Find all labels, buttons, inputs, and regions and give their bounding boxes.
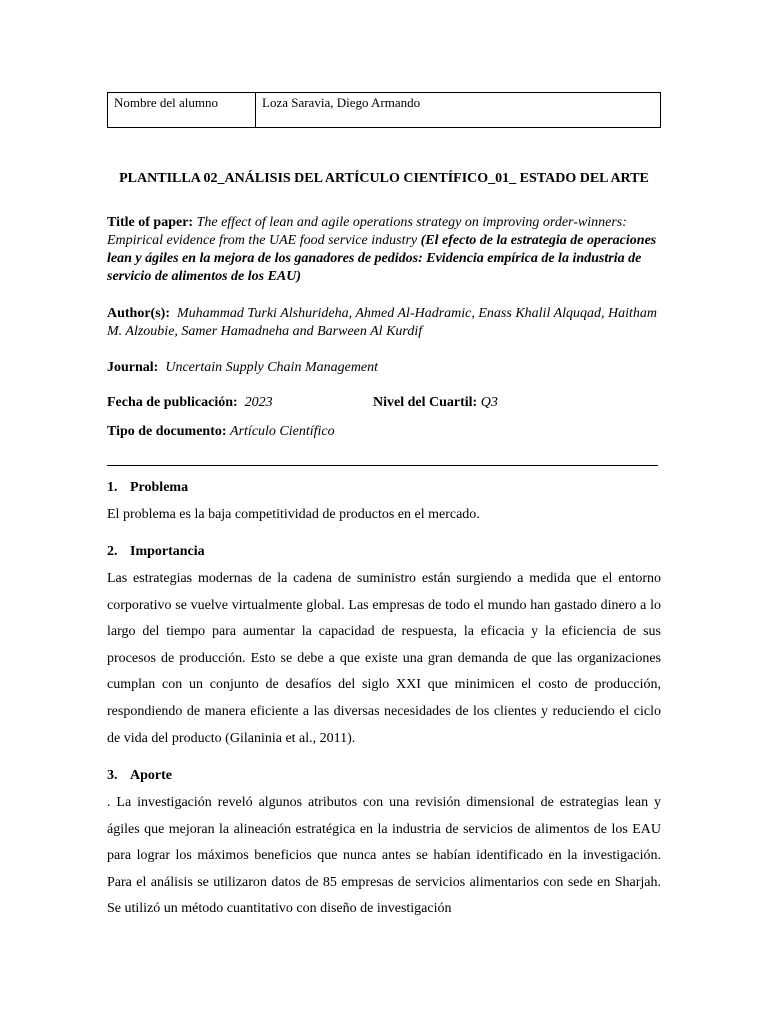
section-title-text: Importancia xyxy=(130,544,205,559)
section-number: 3. xyxy=(107,768,118,783)
journal-label: Journal: xyxy=(107,360,159,375)
quartile-value: Q3 xyxy=(480,395,498,410)
student-name-table xyxy=(107,92,661,128)
authors-value: Muhammad Turki Alshurideha, Ahmed Al-Hadramic, Enass Khalil Alquqad, Haitham M. Alzoubie, Samer Hamadneha and Barween Al Kurdif xyxy=(107,306,658,339)
student-name-label: Nombre del alumno xyxy=(108,93,256,127)
section-problema-title xyxy=(107,480,188,496)
student-name-value: Loza Saravia, Diego Armando xyxy=(262,95,421,110)
template-heading: PLANTILLA 02_ANÁLISIS DEL ARTÍCULO CIENTÍFICO_01_ ESTADO DEL ARTE xyxy=(119,171,649,186)
quartile-block xyxy=(373,395,498,411)
paper-title-label: Title of paper: xyxy=(107,215,194,230)
section-problema-text: El problema es la baja competitividad de productos en el mercado. xyxy=(107,507,480,522)
paper-title-block xyxy=(107,214,661,286)
paper-title-english: The effect of lean and agile operations strategy on improving order-winners: Empirical evidence from the UAE food service industry xyxy=(107,215,627,248)
authors-label: Author(s): xyxy=(107,306,170,321)
section-title-text: Aporte xyxy=(130,768,172,783)
section-aporte-text: . La investigación reveló algunos atributos con una revisión dimensional de estrategias lean y ágiles que mejoran la alineación estratégica en la industria de servicios de alimentos de los EAU para lograr los máximos beneficios que nunca antes se habían identificado en la investigación. Para el análisis se utilizaron datos de 85 empresas de servicios alimentarios con sede en Sharjah. Se utilizó un método cuantitativo con diseño de investigación xyxy=(107,795,661,917)
section-importancia-text: Las estrategias modernas de la cadena de suministro están surgiendo a medida que el entorno corporativo se vuelve virtualmente global. Las empresas de todo el mundo han gastado dinero a lo largo del tiempo para aumentar la capacidad de respuesta, la eficacia y la eficiencia de sus procesos de producción. Esto se debe a que existe una gran demanda de que las organizaciones cumplan con un conjunto de desafíos del siglo XXI que minimicen el costo de producción, respondiendo de manera eficiente a las diversas necesidades de los clientes y reduciendo el ciclo de vida del producto (Gilaninia et al., 2011). xyxy=(107,571,661,746)
section-title-text: Problema xyxy=(130,480,189,495)
quartile-label: Nivel del Cuartil: xyxy=(373,395,478,410)
publication-date-label: Fecha de publicación: xyxy=(107,395,238,410)
section-aporte-title xyxy=(107,768,172,784)
paper-title-spanish: (El efecto de la estrategia de operaciones lean y ágiles en la mejora de los ganadores de pedidos: Evidencia empírica de la industria de servicio de alimentos de los EAU) xyxy=(107,233,657,284)
horizontal-divider xyxy=(107,465,658,466)
section-number: 1. xyxy=(107,480,118,495)
document-type-value: Artículo Científico xyxy=(230,424,335,439)
document-type-block xyxy=(107,423,661,441)
journal-value: Uncertain Supply Chain Management xyxy=(165,360,379,375)
authors-block xyxy=(107,305,661,341)
document-type-label: Tipo de documento: xyxy=(107,424,227,439)
publication-date-value: 2023 xyxy=(244,395,273,410)
section-number: 2. xyxy=(107,544,118,559)
section-importancia-title xyxy=(107,544,205,560)
journal-block xyxy=(107,359,661,377)
publication-row xyxy=(107,395,661,411)
